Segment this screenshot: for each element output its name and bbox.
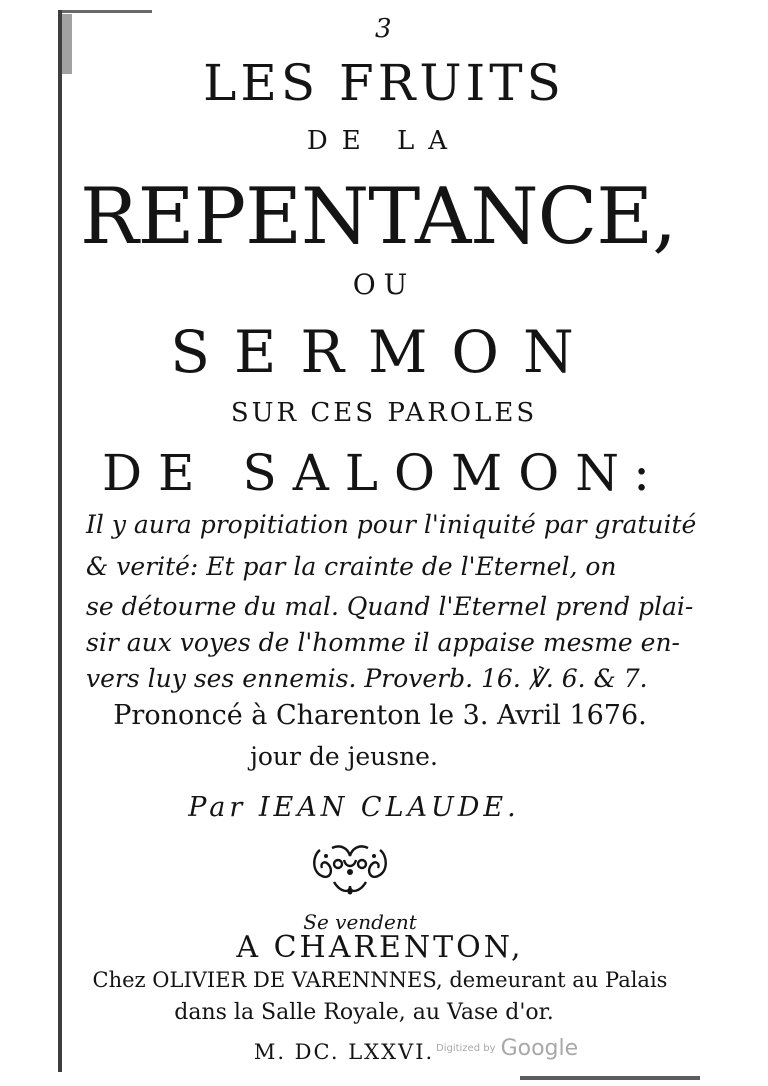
watermark-small: Digitized by [436,1043,496,1054]
scan-edge-top [62,10,152,13]
quotation-line: se détourne du mal. Quand l'Eternel prend plai- [86,592,694,621]
imprint-year: M. DC. LXXVI. [253,1040,435,1064]
title-line-3: REPENTANCE, [79,172,677,262]
quotation-line: & verité: Et par la crainte de l'Eternel, on [86,552,617,581]
google-watermark [436,1036,578,1061]
fast-day-line: jour de jeusne. [250,742,438,771]
watermark-brand: Google [500,1036,579,1061]
title-line-4: OU [352,268,416,301]
printer-ornament-icon [310,842,390,898]
quotation-line: sir aux voyes de l'homme il appaise mesme en- [86,628,681,657]
pronounced-line: Prononcé à Charenton le 3. Avril 1676. [113,700,647,731]
title-line-6: SUR CES PAROLES [230,398,538,428]
imprint-place: A CHARENTON, [236,930,524,965]
title-line-7: DE SALOMON: [101,444,667,502]
title-line-1: LES FRUITS [203,54,565,112]
page-number: 3 [375,14,392,44]
title-line-5: SERMON [170,318,598,386]
author-line: Par IEAN CLAUDE. [188,792,520,823]
quotation-line: Il y aura propitiation pour l'iniquité par gratuité [86,510,697,539]
imprint-publisher: Chez OLIVIER DE VARENNNES, demeurant au Palais [92,968,668,992]
imprint-address: dans la Salle Royale, au Vase d'or. [174,1000,554,1025]
scan-edge-bottom [520,1076,700,1080]
imprint-sold: Se vendent [303,910,417,934]
title-line-2: DE LA [306,126,462,156]
quotation-line: vers luy ses ennemis. Proverb. 16. ℣. 6. & 7. [86,664,648,693]
